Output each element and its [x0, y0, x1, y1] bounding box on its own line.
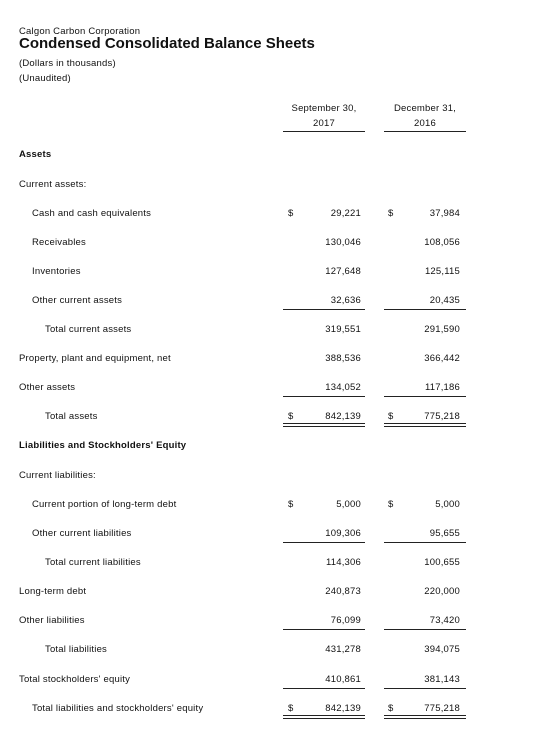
value-2016-total-assets: 775,218 — [424, 411, 460, 422]
column-header-2016-date: December 31, — [393, 103, 457, 114]
row-label-total-liabilities: Total liabilities — [45, 644, 108, 655]
value-2017-total-assets: 842,139 — [325, 411, 361, 422]
subtotal-underline — [283, 542, 365, 543]
total-double-underline — [384, 718, 466, 719]
row-label-total-current-liabilities: Total current liabilities — [45, 557, 141, 568]
currency-symbol: $ — [388, 411, 394, 422]
subtotal-underline — [384, 688, 466, 689]
subtotal-underline — [283, 396, 365, 397]
subtotal-underline — [384, 542, 466, 543]
value-2016-other-assets: 117,186 — [424, 382, 460, 393]
column-header-2017-date: September 30, — [291, 103, 357, 114]
row-label-other-assets: Other assets — [19, 382, 76, 393]
value-2017-total-stockholders-equity: 410,861 — [325, 674, 361, 685]
currency-symbol: $ — [288, 499, 294, 510]
value-2016-total-liabilities: 394,075 — [424, 644, 460, 655]
value-2016-other-current-assets: 20,435 — [429, 295, 460, 306]
value-2017-ppe-net: 388,536 — [325, 353, 361, 364]
subtotal-underline — [283, 309, 365, 310]
column-header-underline — [283, 131, 365, 132]
currency-symbol: $ — [388, 703, 394, 714]
row-label-long-term-debt: Long-term debt — [19, 586, 87, 597]
total-double-underline — [283, 718, 365, 719]
row-label-current-portion-ltd: Current portion of long-term debt — [32, 499, 177, 510]
column-header-2016-year: 2016 — [414, 118, 436, 129]
value-2016-total-liabilities-and-equity: 775,218 — [424, 703, 460, 714]
row-label-cash: Cash and cash equivalents — [32, 208, 152, 219]
currency-symbol: $ — [288, 411, 294, 422]
value-2016-inventories: 125,115 — [424, 266, 460, 277]
subsection-heading-current-liabilities: Current liabilities: — [19, 470, 96, 481]
value-2017-other-current-assets: 32,636 — [330, 295, 361, 306]
total-double-underline — [384, 715, 466, 716]
value-2016-receivables: 108,056 — [424, 237, 460, 248]
row-label-total-stockholders-equity: Total stockholders' equity — [19, 674, 131, 685]
total-double-underline — [283, 715, 365, 716]
company-name: Calgon Carbon Corporation — [19, 26, 141, 37]
value-2016-other-current-liabilities: 95,655 — [429, 528, 460, 539]
row-label-ppe-net: Property, plant and equipment, net — [19, 353, 171, 364]
value-2017-total-current-liabilities: 114,306 — [325, 557, 361, 568]
row-label-other-liabilities: Other liabilities — [19, 615, 85, 626]
row-label-inventories: Inventories — [32, 266, 81, 277]
row-label-receivables: Receivables — [32, 237, 86, 248]
value-2017-other-liabilities: 76,099 — [330, 615, 361, 626]
subtotal-underline — [384, 629, 466, 630]
subtotal-underline — [384, 309, 466, 310]
value-2017-long-term-debt: 240,873 — [325, 586, 361, 597]
row-label-total-current-assets: Total current assets — [45, 324, 132, 335]
value-2017-current-portion-ltd: 5,000 — [336, 499, 361, 510]
value-2017-total-liabilities-and-equity: 842,139 — [325, 703, 361, 714]
value-2017-inventories: 127,648 — [325, 266, 361, 277]
value-2017-receivables: 130,046 — [325, 237, 361, 248]
column-header-2017 — [283, 101, 365, 131]
units-note: (Dollars in thousands) — [19, 58, 116, 69]
total-double-underline — [384, 423, 466, 424]
value-2017-other-assets: 134,052 — [325, 382, 361, 393]
row-label-other-current-assets: Other current assets — [32, 295, 123, 306]
column-header-2016 — [384, 101, 466, 131]
currency-symbol: $ — [288, 703, 294, 714]
row-label-total-assets: Total assets — [45, 411, 98, 422]
value-2017-cash: 29,221 — [330, 208, 361, 219]
currency-symbol: $ — [288, 208, 294, 219]
subtotal-underline — [283, 688, 365, 689]
value-2016-total-current-assets: 291,590 — [424, 324, 460, 335]
total-double-underline — [384, 426, 466, 427]
value-2017-total-current-assets: 319,551 — [325, 324, 361, 335]
currency-symbol: $ — [388, 499, 394, 510]
value-2017-other-current-liabilities: 109,306 — [325, 528, 361, 539]
audit-status-note: (Unaudited) — [19, 73, 71, 84]
section-heading-assets: Assets — [19, 149, 52, 160]
value-2016-total-stockholders-equity: 381,143 — [424, 674, 460, 685]
row-label-total-liabilities-and-equity: Total liabilities and stockholders' equity — [32, 703, 204, 714]
value-2017-total-liabilities: 431,278 — [325, 644, 361, 655]
page-title: Condensed Consolidated Balance Sheets — [19, 35, 315, 52]
row-label-other-current-liabilities: Other current liabilities — [32, 528, 132, 539]
currency-symbol: $ — [388, 208, 394, 219]
value-2016-other-liabilities: 73,420 — [429, 615, 460, 626]
value-2016-cash: 37,984 — [429, 208, 460, 219]
subtotal-underline — [384, 396, 466, 397]
total-double-underline — [283, 423, 365, 424]
column-header-underline — [384, 131, 466, 132]
column-header-2017-year: 2017 — [313, 118, 335, 129]
value-2016-long-term-debt: 220,000 — [424, 586, 460, 597]
value-2016-total-current-liabilities: 100,655 — [424, 557, 460, 568]
subtotal-underline — [283, 629, 365, 630]
subsection-heading-current-assets: Current assets: — [19, 179, 87, 190]
section-heading-liabilities-equity: Liabilities and Stockholders' Equity — [19, 440, 187, 451]
total-double-underline — [283, 426, 365, 427]
value-2016-current-portion-ltd: 5,000 — [435, 499, 460, 510]
value-2016-ppe-net: 366,442 — [424, 353, 460, 364]
